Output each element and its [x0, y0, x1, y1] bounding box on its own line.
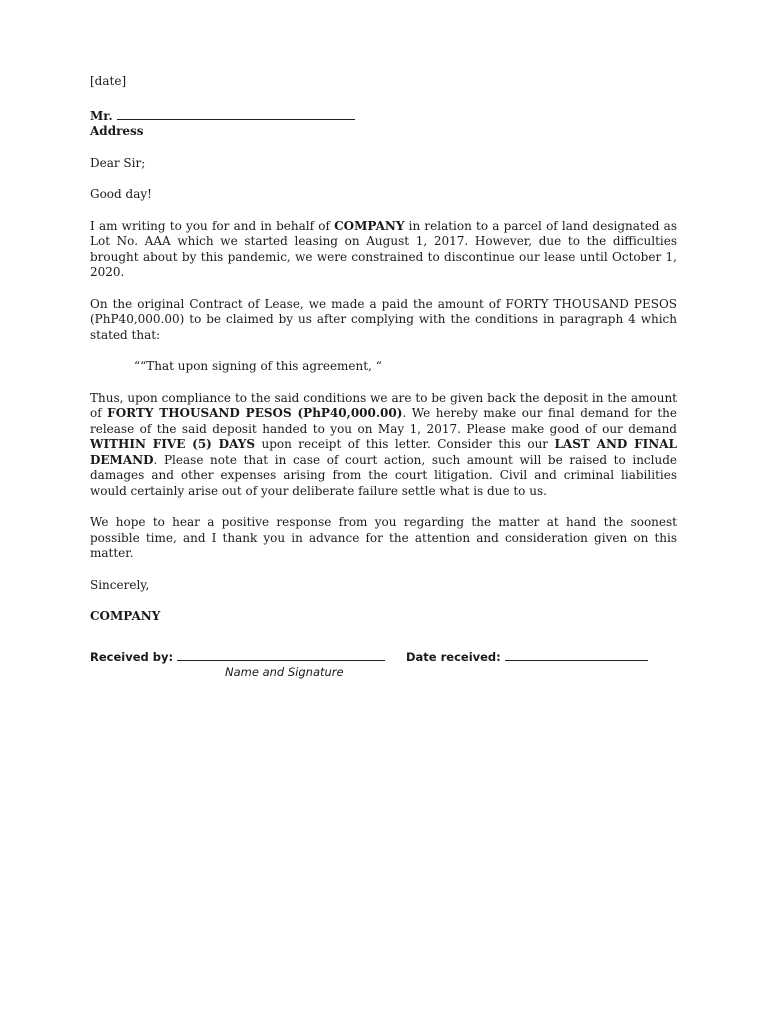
- closing: Sincerely,: [90, 577, 150, 592]
- date-received-blank: [505, 649, 648, 661]
- letter-page: [90, 74, 677, 683]
- recipient-name-blank: [117, 108, 355, 120]
- greeting: Good day!: [90, 187, 152, 201]
- paragraph-3: Thus, upon compliance to the said conditions we are to be given back the deposit in the amount of FORTY THOUSAND PESOS (PhP40,000.00). We hereby make our final demand for the release of the said deposit handed to you on May 1, 2017. Please make good of our demand WITHIN FIVE (5) DAYS upon receipt of this letter. Consider this our LAST AND FINAL DEMAND. Please note that in case of court action, such amount will be raised to include damages and other expenses arising from the court litigation. Civil and criminal liabilities would certainly arise out of your deliberate failure settle what is due to us.: [90, 390, 677, 498]
- recipient-address: Address: [90, 124, 144, 138]
- received-by-label: Received by:: [90, 649, 174, 664]
- paragraph-2: On the original Contract of Lease, we made a paid the amount of FORTY THOUSAND PESOS (PhP40,000.00) to be claimed by us after complying with the conditions in paragraph 4 which stated that:: [90, 296, 677, 342]
- date-received: [406, 649, 648, 666]
- salutation: Dear Sir;: [90, 155, 146, 170]
- received-by: [90, 649, 385, 666]
- letter-date: [date]: [90, 74, 127, 88]
- date-received-label: Date received:: [406, 649, 501, 664]
- received-by-blank: [177, 649, 385, 661]
- receipt-section: [90, 649, 677, 683]
- signature-company: COMPANY: [90, 609, 161, 623]
- quoted-clause: ““That upon signing of this agreement, “: [134, 359, 382, 373]
- paragraph-1: I am writing to you for and in behalf of COMPANY in relation to a parcel of land designated as Lot No. AAA which we started leasing on August 1, 2017. However, due to the difficulties brought about by this pandemic, we were constrained to discontinue our lease until October 1, 2020.: [90, 218, 677, 279]
- recipient-title: Mr.: [90, 108, 113, 123]
- paragraph-4: We hope to hear a positive response from you regarding the matter at hand the soonest possible time, and I thank you in advance for the attention and consideration given on this matter.: [90, 515, 677, 560]
- name-and-signature-caption: Name and Signature: [225, 664, 344, 679]
- recipient-line: [90, 108, 677, 125]
